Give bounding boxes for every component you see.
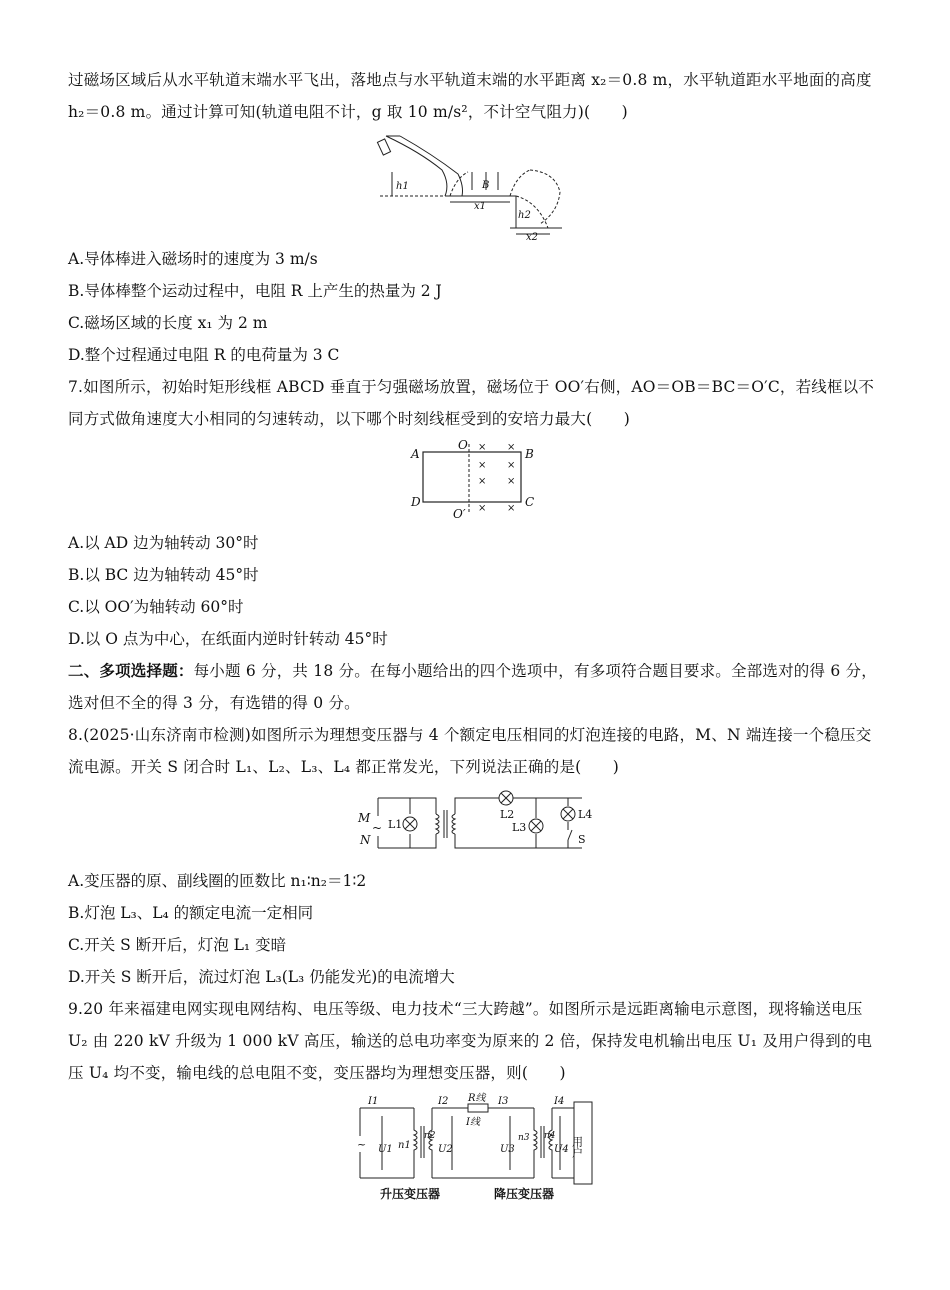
label-i-line: I线 [466, 1117, 480, 1128]
q6-option-b: B.导体棒整个运动过程中，电阻 R 上产生的热量为 2 J [68, 282, 442, 300]
q7-frame-figure [405, 438, 545, 522]
svg-text:×: × [478, 476, 487, 487]
svg-text:×: × [478, 460, 487, 471]
q6-tail-text: 过磁场区域后从水平轨道末端水平飞出，落地点与水平轨道末端的水平距离 x₂＝0.8 m，水平轨道距水平地面的高度 h₂＝0.8 m。通过计算可知(轨道电阻不计，g 取 10 m/s²，不计空气阻力)( ) [68, 71, 872, 121]
label-n: N [360, 833, 371, 847]
label-u2: U2 [438, 1144, 453, 1155]
svg-text:×: × [507, 460, 516, 471]
ac-symbol: ~ [372, 821, 383, 835]
q6-option-c: C.磁场区域的长度 x₁ 为 2 m [68, 314, 268, 332]
q7-text: 7.如图所示，初始时矩形线框 ABCD 垂直于匀强磁场放置，磁场位于 OO′右侧，AO＝OB＝BC＝O′C，若线框以不同方式做角速度大小相同的匀速转动，以下哪个时刻线框受到的安培力最大( ) [68, 378, 875, 428]
q9-transmission-figure [348, 1092, 600, 1204]
q7-option-c: C.以 OO′为轴转动 60°时 [68, 598, 244, 616]
svg-text:×: × [478, 503, 487, 514]
label-l3: L3 [512, 821, 527, 834]
label-i4: I4 [554, 1096, 565, 1107]
field-crosses [478, 442, 515, 514]
q6-option-d: D.整个过程通过电阻 R 的电荷量为 3 C [68, 346, 340, 364]
q6-track-figure [370, 132, 580, 240]
q9-text: 9.20 年来福建电网实现电网结构、电压等级、电力技术“三大跨越”。如图所示是远距离输电示意图，现将输送电压 U₂ 由 220 kV 升级为 1 000 kV 高压，输送的总电功率变为原来的 2 倍，保持发电机输出电压 U₁ 及用户得到的电压 U₄ 均不变，输电线的总电阻不变，变压器均为理想变压器，则( ) [68, 1000, 873, 1082]
q8-option-b: B.灯泡 L₃、L₄ 的额定电流一定相同 [68, 904, 314, 922]
label-n4: n4 [544, 1131, 556, 1141]
label-c: C [525, 495, 535, 509]
label-u4: U4 [554, 1144, 569, 1155]
x2-label: x2 [526, 232, 539, 240]
h1-label: h1 [396, 181, 409, 192]
q7-option-b: B.以 BC 边为轴转动 45°时 [68, 566, 259, 584]
label-u3: U3 [500, 1144, 515, 1155]
section2-paragraph [68, 655, 882, 719]
label-m: M [358, 811, 371, 825]
label-o: O [458, 438, 468, 452]
caption-step-down: 降压变压器 [494, 1187, 555, 1201]
label-n1: n1 [398, 1140, 411, 1151]
label-n2: n2 [424, 1131, 436, 1141]
label-s: S [578, 833, 586, 846]
label-b: B [525, 447, 534, 461]
label-l4: L4 [578, 808, 593, 821]
svg-text:×: × [507, 442, 516, 453]
svg-text:×: × [507, 503, 516, 514]
label-u1: U1 [378, 1144, 393, 1155]
h2-label: h2 [518, 210, 531, 221]
svg-text:×: × [507, 476, 516, 487]
label-user: 用户 [570, 1136, 584, 1158]
q8-option-d: D.开关 S 断开后，流过灯泡 L₃(L₃ 仍能发光)的电流增大 [68, 968, 455, 986]
label-i1: I1 [368, 1096, 379, 1107]
section2-heading: 二、多项选择题： [68, 661, 194, 680]
section2-text: 每小题 6 分，共 18 分。在每小题给出的四个选项中，有多项符合题目要求。全部选对的得 6 分，选对但不全的得 3 分，有选错的得 0 分。 [68, 662, 877, 712]
x1-label: x1 [474, 201, 487, 212]
label-r-line: R线 [468, 1093, 486, 1104]
label-a: A [411, 447, 420, 461]
generator-symbol: ~ [357, 1138, 367, 1151]
label-l1: L1 [388, 818, 403, 831]
label-n3: n3 [518, 1133, 530, 1143]
b-label: B [482, 180, 490, 191]
q6-option-a: A.导体棒进入磁场时的速度为 3 m/s [68, 250, 318, 268]
svg-text:×: × [478, 442, 487, 453]
label-d: D [411, 495, 421, 509]
q7-option-d: D.以 O 点为中心，在纸面内逆时针转动 45°时 [68, 630, 388, 648]
label-l2: L2 [500, 808, 515, 821]
label-o-prime: O′ [453, 507, 466, 521]
q7-option-a: A.以 AD 边为轴转动 30°时 [68, 534, 259, 552]
q8-circuit-figure [356, 786, 596, 858]
caption-step-up: 升压变压器 [380, 1187, 441, 1201]
q8-option-c: C.开关 S 断开后，灯泡 L₁ 变暗 [68, 936, 287, 954]
label-i3: I3 [498, 1096, 509, 1107]
q8-option-a: A.变压器的原、副线圈的匝数比 n₁∶n₂＝1∶2 [68, 872, 367, 890]
label-i2: I2 [438, 1096, 449, 1107]
q8-text: 8.(2025·山东济南市检测)如图所示为理想变压器与 4 个额定电压相同的灯泡连接的电路，M、N 端连接一个稳压交流电源。开关 S 闭合时 L₁、L₂、L₃、L₄ 都正常发光，下列说法正确的是( ) [68, 726, 872, 776]
